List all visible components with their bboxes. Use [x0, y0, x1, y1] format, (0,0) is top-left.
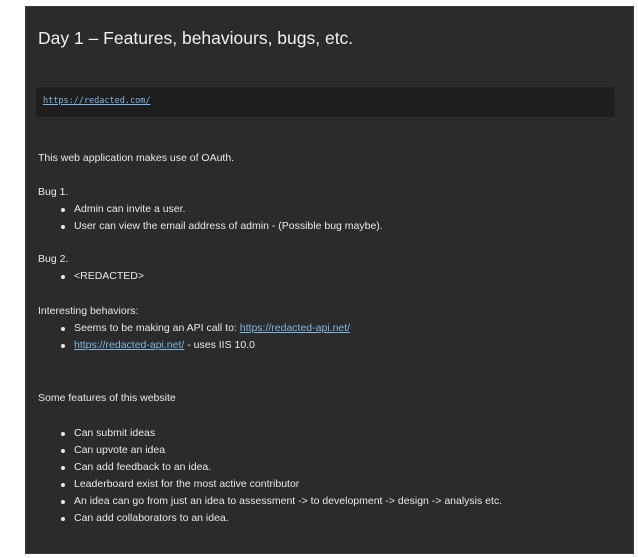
intro-text: This web application makes use of OAuth. [38, 152, 235, 164]
list-item: Can add feedback to an idea. [74, 459, 502, 476]
list-item: Admin can invite a user. [74, 201, 383, 218]
list-item [74, 320, 350, 337]
page-title: Day 1 – Features, behaviours, bugs, etc. [38, 28, 354, 48]
behaviors-list [38, 320, 350, 354]
code-link[interactable]: https://redacted.com/ [43, 96, 151, 106]
note-page [25, 6, 634, 554]
code-block [36, 87, 615, 117]
list-item: Leaderboard exist for the most active contributor [74, 476, 502, 493]
bug1-list [38, 201, 383, 235]
behavior-text: Seems to be making an API call to: [74, 322, 240, 334]
bug2-list [38, 268, 144, 285]
list-item: An idea can go from just an idea to assessment -> to development -> design -> analysis etc. [74, 493, 502, 510]
api-link[interactable]: https://redacted-api.net/ [239, 322, 351, 334]
api-link[interactable]: https://redacted-api.net/ [74, 339, 185, 351]
list-item: Can submit ideas [74, 425, 502, 442]
list-item: User can view the email address of admin - (Possible bug maybe). [74, 218, 383, 235]
list-item: <REDACTED> [74, 268, 144, 285]
list-item: Can add collaborators to an idea. [74, 510, 502, 527]
features-heading: Some features of this website [38, 392, 176, 404]
list-item: Can upvote an idea [74, 442, 502, 459]
features-list [38, 425, 502, 527]
behaviors-heading: Interesting behaviors: [38, 305, 139, 317]
bug1-heading: Bug 1. [38, 186, 69, 198]
behavior-text: - uses IIS 10.0 [184, 339, 255, 351]
list-item [74, 337, 350, 354]
bug2-heading: Bug 2. [38, 253, 69, 265]
